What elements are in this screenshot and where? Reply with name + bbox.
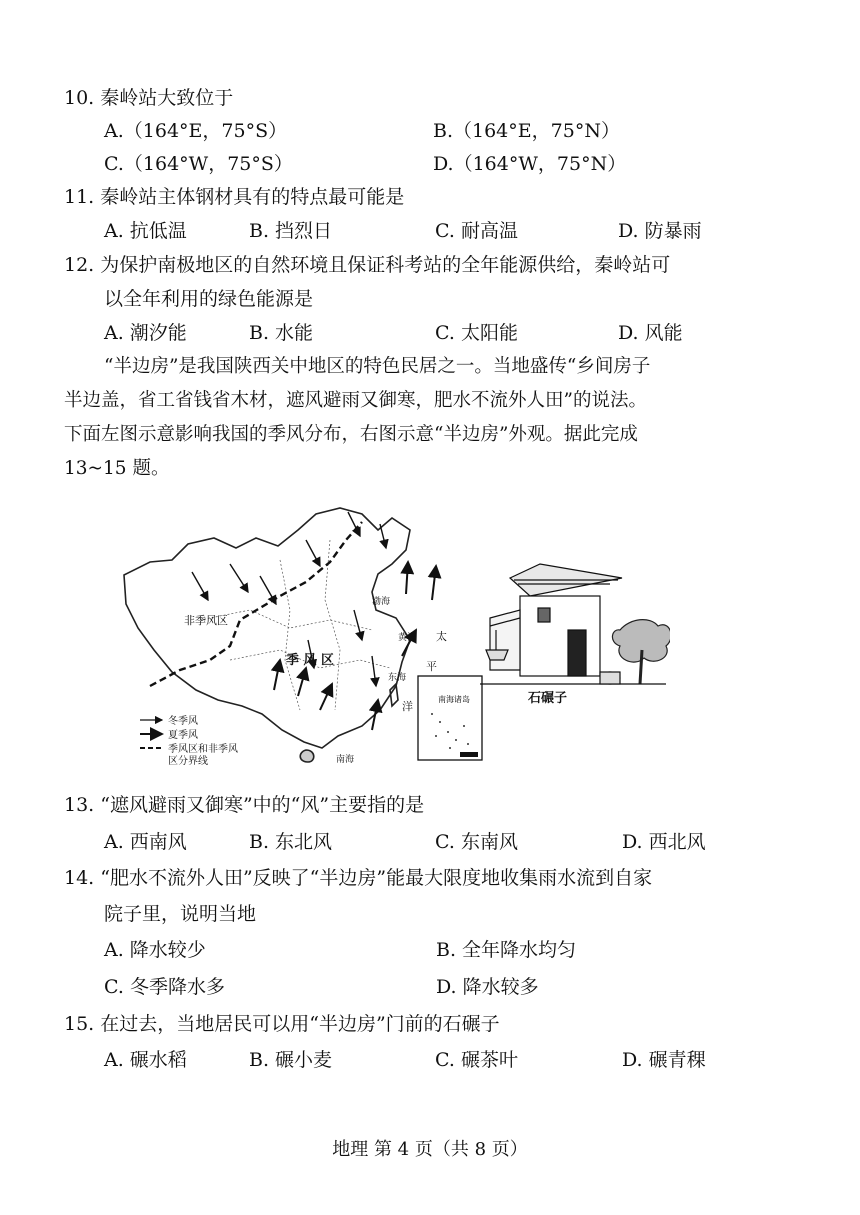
q11-stem: 11. 秦岭站主体钢材具有的特点最可能是	[64, 186, 405, 208]
legend-boundary-line-2: 区分界线	[168, 756, 208, 767]
passage-line3: 下面左图示意影响我国的季风分布，右图示意“半边房”外观。据此完成	[64, 424, 638, 445]
q11-option-a: A. 抗低温	[104, 220, 187, 242]
q12-option-d: D. 风能	[618, 322, 683, 344]
stone-roller	[600, 672, 620, 684]
passage-line2: 半边盖，省工省钱省木材，遮风避雨又御寒，肥水不流外人田”的说法。	[64, 390, 647, 411]
q12-option-b: B. 水能	[249, 322, 314, 344]
house-window	[538, 608, 550, 622]
q12-stem-line2: 以全年利用的绿色能源是	[104, 288, 314, 310]
tree	[612, 620, 670, 684]
q13-option-a: A. 西南风	[104, 831, 187, 853]
house-door	[568, 630, 586, 676]
province-boundaries	[200, 540, 390, 710]
q10-option-c: C.（164°W，75°S）	[104, 153, 293, 175]
q14-option-d: D. 降水较多	[436, 976, 539, 998]
q10-option-d: D.（164°W，75°N）	[433, 153, 627, 175]
china-outline	[124, 508, 410, 748]
q13-option-c: C. 东南风	[435, 831, 518, 853]
label-donghai: 东海	[388, 673, 407, 683]
legend-summer-monsoon: 夏季风	[168, 730, 198, 741]
q14-option-a: A. 降水较少	[104, 939, 206, 961]
passage-line1: “半边房”是我国陕西关中地区的特色民居之一。当地盛传“乡间房子	[104, 356, 651, 377]
inset-label-nanhai-islands: 南海诸岛	[438, 695, 470, 704]
q11-option-c: C. 耐高温	[435, 220, 518, 242]
q14-stem-line2: 院子里，说明当地	[104, 903, 257, 925]
hainan-island	[300, 750, 314, 762]
label-bohai: 渤海	[372, 597, 391, 607]
figure-svg	[110, 500, 670, 790]
q13-option-d: D. 西北风	[622, 831, 706, 853]
taiwan-island	[390, 684, 398, 706]
label-pacific-3: 洋	[402, 700, 413, 713]
q14-option-b: B. 全年降水均匀	[436, 939, 577, 961]
label-non-monsoon-zone: 非季风区	[184, 614, 228, 627]
label-huanghai: 黄海	[398, 633, 417, 643]
q10-option-a: A.（164°E，75°S）	[104, 120, 288, 142]
q11-option-b: B. 挡烈日	[249, 220, 333, 242]
china-map	[124, 508, 410, 762]
page-footer: 地理 第 4 页（共 8 页）	[332, 1139, 528, 1160]
figure-map-and-house	[110, 500, 670, 790]
label-stone-roller: 石碾子	[528, 691, 568, 706]
passage-line4: 13~15 题。	[64, 458, 170, 479]
q12-stem-line1: 12. 为保护南极地区的自然环境且保证科考站的全年能源供给，秦岭站可	[64, 254, 671, 276]
half-house-illustration	[480, 564, 670, 684]
q10-stem: 10. 秦岭站大致位于	[64, 87, 234, 109]
map-labels	[184, 595, 447, 765]
q15-option-d: D. 碾青稞	[622, 1049, 706, 1071]
q12-option-c: C. 太阳能	[435, 322, 518, 344]
q13-stem: 13. “遮风避雨又御寒”中的“风”主要指的是	[64, 794, 425, 816]
q15-option-a: A. 碾水稻	[104, 1049, 187, 1071]
q15-stem: 15. 在过去，当地居民可以用“半边房”门前的石碾子	[64, 1013, 500, 1035]
q12-option-a: A. 潮汐能	[104, 322, 187, 344]
label-pacific-1: 太	[436, 630, 447, 643]
q13-option-b: B. 东北风	[249, 831, 333, 853]
q14-stem-line1: 14. “肥水不流外人田”反映了“半边房”能最大限度地收集雨水流到自家	[64, 867, 653, 889]
label-monsoon-zone: 季 风 区	[286, 653, 335, 668]
legend-winter-monsoon: 冬季风	[168, 716, 198, 727]
q14-option-c: C. 冬季降水多	[104, 976, 225, 998]
map-legend	[140, 714, 238, 767]
south-china-sea-inset	[418, 676, 482, 760]
q15-option-c: C. 碾茶叶	[435, 1049, 518, 1071]
q10-option-b: B.（164°E，75°N）	[433, 120, 620, 142]
legend-boundary-line-1: 季风区和非季风	[168, 744, 238, 755]
label-nanhai: 南海	[336, 755, 355, 765]
q15-option-b: B. 碾小麦	[249, 1049, 333, 1071]
house-wall	[520, 596, 600, 676]
label-pacific-2: 平	[426, 660, 437, 673]
q11-option-d: D. 防暴雨	[618, 220, 702, 242]
